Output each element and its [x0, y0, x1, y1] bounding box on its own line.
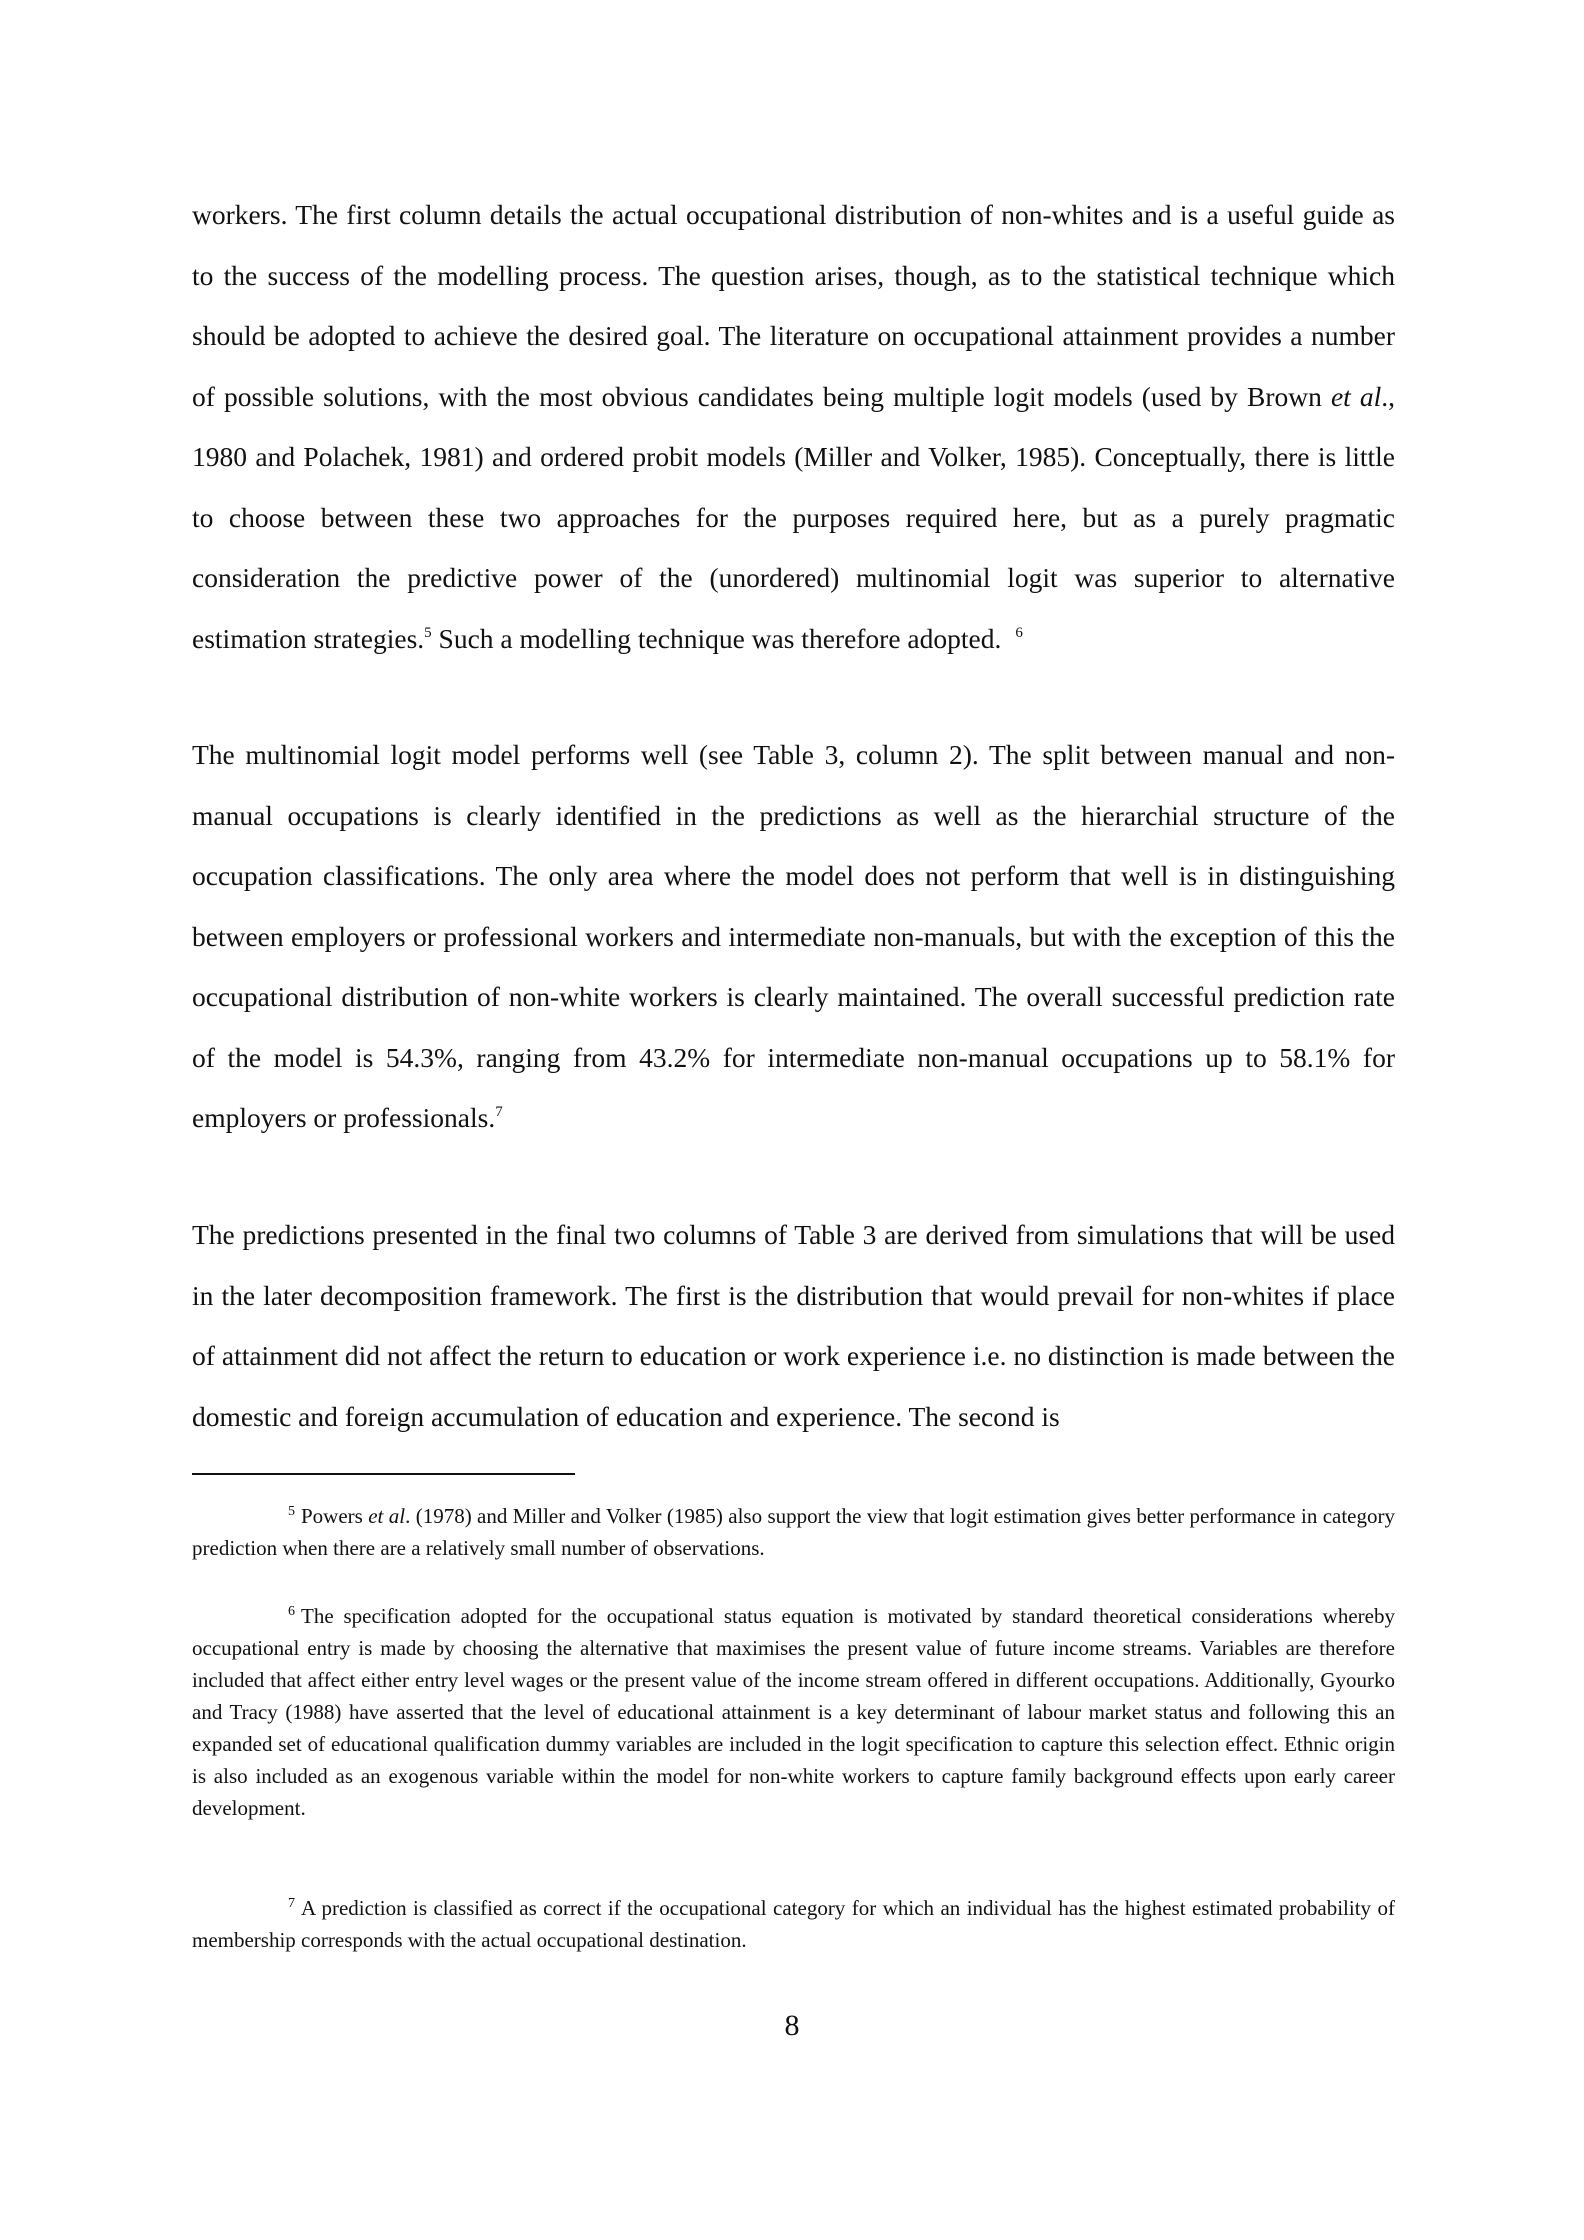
paragraph-text: ., 1980 and Polachek, 1981) and ordered probit models (Miller and Volker, 1985). Conceptually, there is little to choose between these two approaches for the purposes required here, but as a purely pragmatic consideration the predictive power of the (unordered) multinomial logit was superior to alternative estimation strategies.	[192, 380, 1395, 654]
paragraph-italic-text: et al	[1330, 380, 1382, 412]
body-paragraph-3	[192, 1205, 1395, 1447]
body-paragraph-2	[192, 725, 1395, 1149]
footnote-separator-rule	[192, 1473, 575, 1475]
paragraph-text: workers. The first column details the actual occupational distribution of non-whites and is a useful guide as to the success of the modelling process. The question arises, though, as to the statistical technique which should be adopted to achieve the desired goal. The literature on occupational attainment provides a number of possible solutions, with the most obvious candidates being multiple logit models (used by Brown	[192, 199, 1395, 412]
footnote-italic-text: et al	[368, 1504, 406, 1528]
footnote-6	[192, 1600, 1395, 1824]
footnote-number: 6	[288, 1604, 295, 1619]
footnote-text: . (1978) and Miller and Volker (1985) also support the view that logit estimation gives better performance in category prediction when there are a relatively small number of observations.	[192, 1504, 1395, 1560]
footnote-number: 5	[288, 1504, 295, 1519]
footnote-number: 7	[288, 1896, 295, 1911]
paragraph-text: The multinomial logit model performs well (see Table 3, column 2). The split between manual and non-manual occupations is clearly identified in the predictions as well as the hierarchial structure of the occupation classifications. The only area where the model does not perform that well is in distinguishing between employers or professional workers and intermediate non-manuals, but with the exception of this the occupational distribution of non-white workers is clearly maintained. The overall successful prediction rate of the model is 54.3%, ranging from 43.2% for intermediate non-manual occupations up to 58.1% for employers or professionals.	[192, 739, 1395, 1133]
page-number: 8	[784, 2009, 800, 2042]
footnote-reference-5: 5	[424, 624, 432, 641]
footnote-text: A prediction is classified as correct if the occupational category for which an individual has the highest estimated probability of membership corresponds with the actual occupational destination.	[192, 1896, 1395, 1952]
body-paragraph-1	[192, 185, 1395, 669]
footnote-7	[192, 1892, 1395, 1956]
footnote-text: Powers	[301, 1504, 369, 1528]
paragraph-text: The predictions presented in the final two columns of Table 3 are derived from simulations that will be used in the later decomposition framework. The first is the distribution that would prevail for non-whites if place of attainment did not affect the return to education or work experience i.e. no distinction is made between the domestic and foreign accumulation of education and experience. The second is	[192, 1219, 1395, 1432]
paragraph-text: Such a modelling technique was therefore adopted.	[431, 622, 1002, 654]
footnote-text: The specification adopted for the occupational status equation is motivated by standard theoretical considerations whereby occupational entry is made by choosing the alternative that maximises the present value of future income streams. Variables are therefore included that affect either entry level wages or the present value of the income stream offered in different occupations. Additionally, Gyourko and Tracy (1988) have asserted that the level of educational attainment is a key determinant of labour market status and following this an expanded set of educational qualification dummy variables are included in the logit specification to capture this selection effect. Ethnic origin is also included as an exogenous variable within the model for non-white workers to capture family background effects upon early career development.	[192, 1604, 1395, 1820]
footnote-reference-6: 6	[1015, 624, 1023, 641]
footnote-5	[192, 1500, 1395, 1564]
footnote-reference-7: 7	[495, 1104, 503, 1120]
